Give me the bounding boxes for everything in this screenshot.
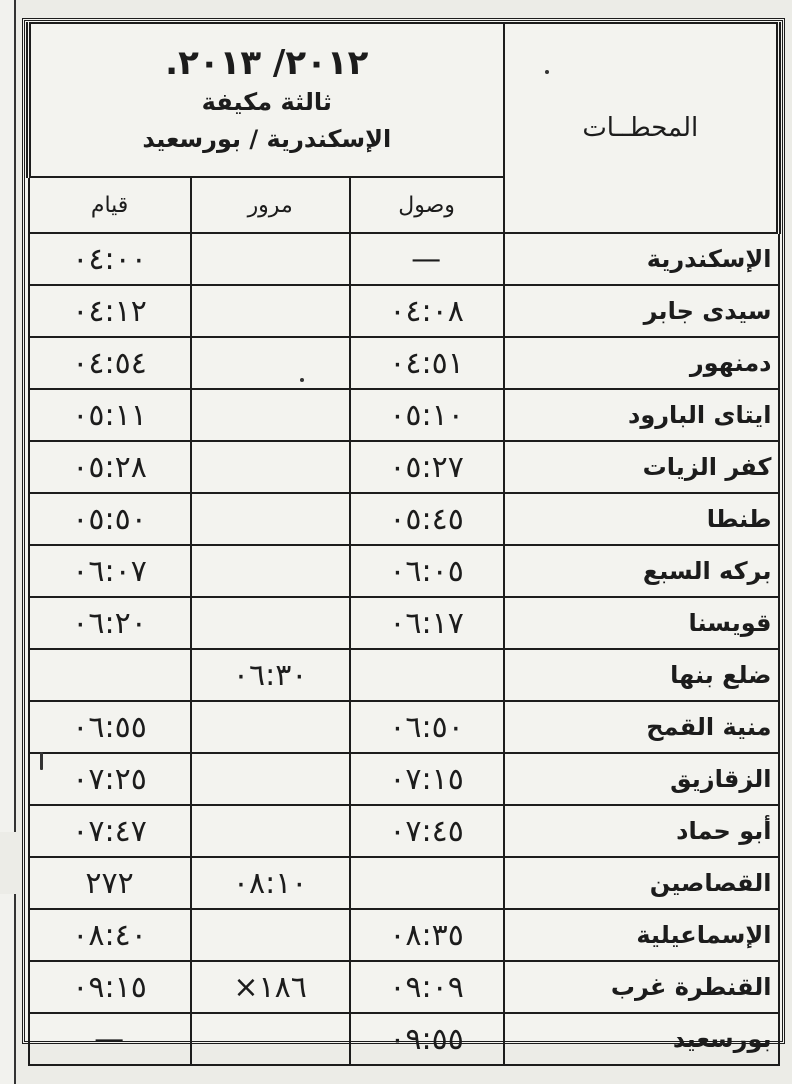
arrival-time: ٠٩:٥٥	[350, 1013, 504, 1065]
station-name: ضلع بنها	[504, 649, 779, 701]
station-name: أبو حماد	[504, 805, 779, 857]
passing-time	[191, 753, 350, 805]
passing-time	[191, 285, 350, 337]
station-name: الإسكندرية	[504, 233, 779, 285]
passing-header: مرور	[191, 177, 350, 233]
train-timetable	[26, 22, 781, 1066]
station-name: كفر الزيات	[504, 441, 779, 493]
arrival-time: ٠٦:٥٠	[350, 701, 504, 753]
departure-time: ٢٧٢	[29, 857, 191, 909]
departure-time: ٠٦:٢٠	[29, 597, 191, 649]
timetable-row	[29, 597, 779, 649]
timetable-row	[29, 545, 779, 597]
departure-time: ٠٩:١٥	[29, 961, 191, 1013]
train-route: الإسكندرية / بورسعيد	[142, 125, 392, 153]
passing-time	[191, 441, 350, 493]
train-years: ٢٠١٢/ ٢٠١٣.	[165, 43, 369, 83]
timetable-row	[29, 1013, 779, 1065]
timetable-row	[29, 961, 779, 1013]
passing-time: ١٨٦×	[191, 961, 350, 1013]
departure-time: ٠٤:٠٠	[29, 233, 191, 285]
passing-time	[191, 545, 350, 597]
departure-time	[29, 649, 191, 701]
departure-time: ٠٧:٤٧	[29, 805, 191, 857]
timetable-row	[29, 493, 779, 545]
arrival-time: ٠٥:١٠	[350, 389, 504, 441]
page-edge-gap	[0, 832, 16, 894]
passing-time	[191, 805, 350, 857]
departure-time: ٠٤:٥٤	[29, 337, 191, 389]
departure-time: ٠٤:١٢	[29, 285, 191, 337]
print-speck	[40, 752, 43, 770]
passing-time	[191, 389, 350, 441]
arrival-time: ٠٤:٥١	[350, 337, 504, 389]
train-class: ثالثة مكيفة	[201, 88, 332, 116]
timetable-row	[29, 337, 779, 389]
passing-time	[191, 493, 350, 545]
train-header	[29, 23, 504, 177]
departure-time: ٠٦:٥٥	[29, 701, 191, 753]
arrival-time: ٠٧:١٥	[350, 753, 504, 805]
passing-time	[191, 1013, 350, 1065]
print-speck	[545, 70, 549, 74]
arrival-time	[350, 857, 504, 909]
station-name: دمنهور	[504, 337, 779, 389]
timetable-row	[29, 701, 779, 753]
station-name: بركه السبع	[504, 545, 779, 597]
passing-time: ٠٦:٣٠	[191, 649, 350, 701]
departure-time: —	[29, 1013, 191, 1065]
arrival-time: ٠٧:٤٥	[350, 805, 504, 857]
station-name: طنطا	[504, 493, 779, 545]
timetable-row	[29, 441, 779, 493]
departure-time: ٠٥:١١	[29, 389, 191, 441]
station-name: الزقازيق	[504, 753, 779, 805]
arrival-time: ٠٥:٤٥	[350, 493, 504, 545]
station-name: القنطرة غرب	[504, 961, 779, 1013]
print-speck	[300, 378, 304, 382]
passing-time	[191, 597, 350, 649]
passing-time: ٠٨:١٠	[191, 857, 350, 909]
timetable-row	[29, 753, 779, 805]
timetable-body	[29, 233, 779, 1065]
station-name: قويسنا	[504, 597, 779, 649]
arrival-time: ٠٦:٠٥	[350, 545, 504, 597]
arrival-time: ٠٦:١٧	[350, 597, 504, 649]
station-name: بورسعيد	[504, 1013, 779, 1065]
passing-time	[191, 233, 350, 285]
timetable-row	[29, 285, 779, 337]
departure-time: ٠٥:٢٨	[29, 441, 191, 493]
arrival-time: ٠٤:٠٨	[350, 285, 504, 337]
arrival-time	[350, 649, 504, 701]
page-edge	[0, 0, 16, 1084]
timetable-row	[29, 389, 779, 441]
station-name: القصاصين	[504, 857, 779, 909]
passing-time	[191, 701, 350, 753]
arrival-time: ٠٥:٢٧	[350, 441, 504, 493]
timetable-row	[29, 649, 779, 701]
timetable-row	[29, 805, 779, 857]
stations-header: المحطــات	[504, 23, 779, 233]
station-name: ايتاى البارود	[504, 389, 779, 441]
station-name: الإسماعيلية	[504, 909, 779, 961]
station-name: سيدى جابر	[504, 285, 779, 337]
departure-time: ٠٦:٠٧	[29, 545, 191, 597]
arrival-time: ٠٩:٠٩	[350, 961, 504, 1013]
arrival-header: وصول	[350, 177, 504, 233]
timetable-row	[29, 233, 779, 285]
passing-time	[191, 909, 350, 961]
arrival-time: —	[350, 233, 504, 285]
passing-time	[191, 337, 350, 389]
timetable-row	[29, 909, 779, 961]
departure-time: ٠٨:٤٠	[29, 909, 191, 961]
timetable-row	[29, 857, 779, 909]
departure-time: ٠٧:٢٥	[29, 753, 191, 805]
departure-header: قيام	[29, 177, 191, 233]
station-name: منية القمح	[504, 701, 779, 753]
departure-time: ٠٥:٥٠	[29, 493, 191, 545]
arrival-time: ٠٨:٣٥	[350, 909, 504, 961]
